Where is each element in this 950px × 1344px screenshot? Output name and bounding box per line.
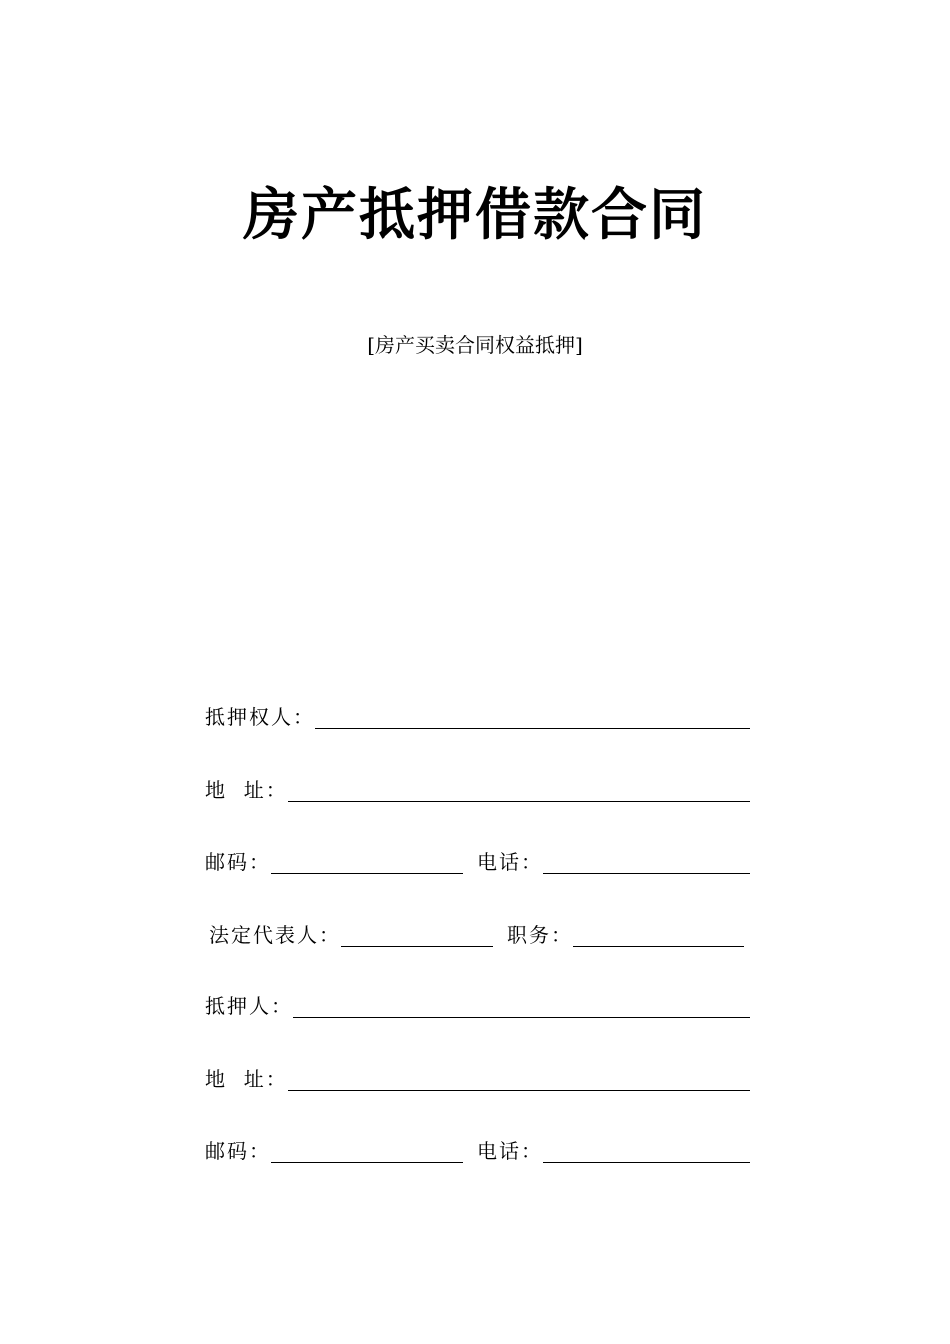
mortgagee-name-field[interactable] [315,706,750,729]
mortgagee-address-label: 地 址： [205,778,288,802]
mortgagee-postcode-field[interactable] [271,851,463,874]
mortgagor-name-label: 抵押人： [205,994,293,1018]
mortgagee-position-field[interactable] [573,924,744,947]
mortgagor-postcode-label: 邮码： [205,1139,271,1163]
mortgagee-name-label: 抵押权人： [205,705,315,729]
mortgagee-representative-row [205,916,750,950]
mortgagor-name-field[interactable] [293,995,750,1018]
mortgagor-name-row [205,987,750,1021]
mortgagee-contact-row [205,843,750,877]
mortgagor-phone-field[interactable] [543,1140,750,1163]
mortgagee-legal-rep-field[interactable] [341,924,493,947]
mortgagee-name-row [205,698,750,732]
mortgagee-address-row [205,771,750,805]
document-title: 房产抵押借款合同 [243,182,707,248]
mortgagor-phone-label: 电话： [477,1139,543,1163]
mortgagee-address-field[interactable] [288,779,750,802]
document-subtitle: [房产买卖合同权益抵押] [367,333,583,357]
mortgagee-position-label: 职务： [507,923,573,947]
mortgagor-postcode-field[interactable] [271,1140,463,1163]
mortgagor-address-field[interactable] [288,1068,750,1091]
mortgagee-phone-label: 电话： [477,850,543,874]
mortgagor-contact-row [205,1132,750,1166]
mortgagee-legal-rep-label: 法定代表人： [209,923,341,947]
mortgagee-postcode-label: 邮码： [205,850,271,874]
mortgagor-address-row [205,1060,750,1094]
mortgagee-phone-field[interactable] [543,851,750,874]
mortgagor-address-label: 地 址： [205,1067,288,1091]
